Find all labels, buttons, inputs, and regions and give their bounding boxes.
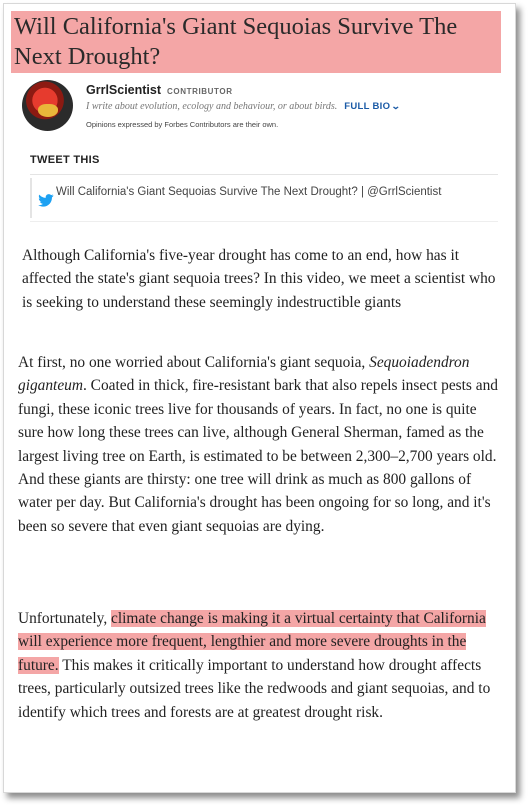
intro-paragraph: Although California's five-year drought has come to an end, how has it affected the state's giant sequoia trees? In this video, we meet a scientist who is seeking to understand these seemingly indestructible giants [22, 247, 496, 311]
author-name-line [86, 83, 233, 97]
body-paragraph-2 [18, 607, 500, 724]
tweet-this-box[interactable] [30, 178, 498, 220]
author-bio-line [86, 101, 400, 112]
author-name[interactable]: GrrlScientist [86, 83, 162, 97]
tweet-text[interactable]: Will California's Giant Sequoias Survive The Next Drought? | @GrrlScientist [56, 186, 442, 198]
author-role: CONTRIBUTOR [167, 87, 233, 96]
chevron-down-icon[interactable]: ⌄ [391, 101, 402, 111]
twitter-bird-icon[interactable] [38, 194, 54, 207]
full-bio-label[interactable]: FULL BIO [344, 101, 391, 112]
highlighted-text: climate change is making it a virtual certainty that California will experience more frequent, lengthier and more severe droughts in the future. [18, 610, 486, 674]
body-paragraph-1 [18, 351, 500, 538]
tweet-this-label: TWEET THIS [30, 154, 100, 166]
author-bio: I write about evolution, ecology and behaviour, or about birds. [86, 101, 338, 112]
species-name: Sequoiadendron giganteum [18, 354, 470, 395]
tweet-quote-bar [30, 178, 32, 218]
avatar[interactable] [22, 80, 73, 131]
tweet-divider-bottom [30, 221, 498, 222]
p3-text-a: Unfortunately, [18, 610, 108, 627]
contributor-disclaimer: Opinions expressed by Forbes Contributors are their own. [86, 120, 279, 129]
p2-text-a: At first, no one worried about California's giant sequoia, [18, 354, 366, 371]
full-bio-button[interactable] [344, 101, 400, 112]
page-title: Will California's Giant Sequoias Survive The Next Drought? [14, 13, 458, 70]
tweet-divider [30, 174, 498, 175]
author-block [22, 80, 502, 140]
p3-text-b: This makes it critically important to understand how drought affects trees, particularly outsized trees like the redwoods and giant sequoias, and to identify which trees and forests are at greatest drought risk. [18, 656, 491, 721]
p2-text-b: . Coated in thick, fire-resistant bark that also repels insect pests and fungi, these iconic trees live for thousands of years. In fact, no one is quite sure how long these trees can live, although General Sherman, famed as the largest living tree on Earth, is estimated to be between 2,300–2,700 years old. And these giants are thirsty: one tree will drink as much as 800 gallons of water per day. But California's drought has been ongoing for so long, and it's been so severe that even giant sequoias are dying. [18, 377, 498, 535]
